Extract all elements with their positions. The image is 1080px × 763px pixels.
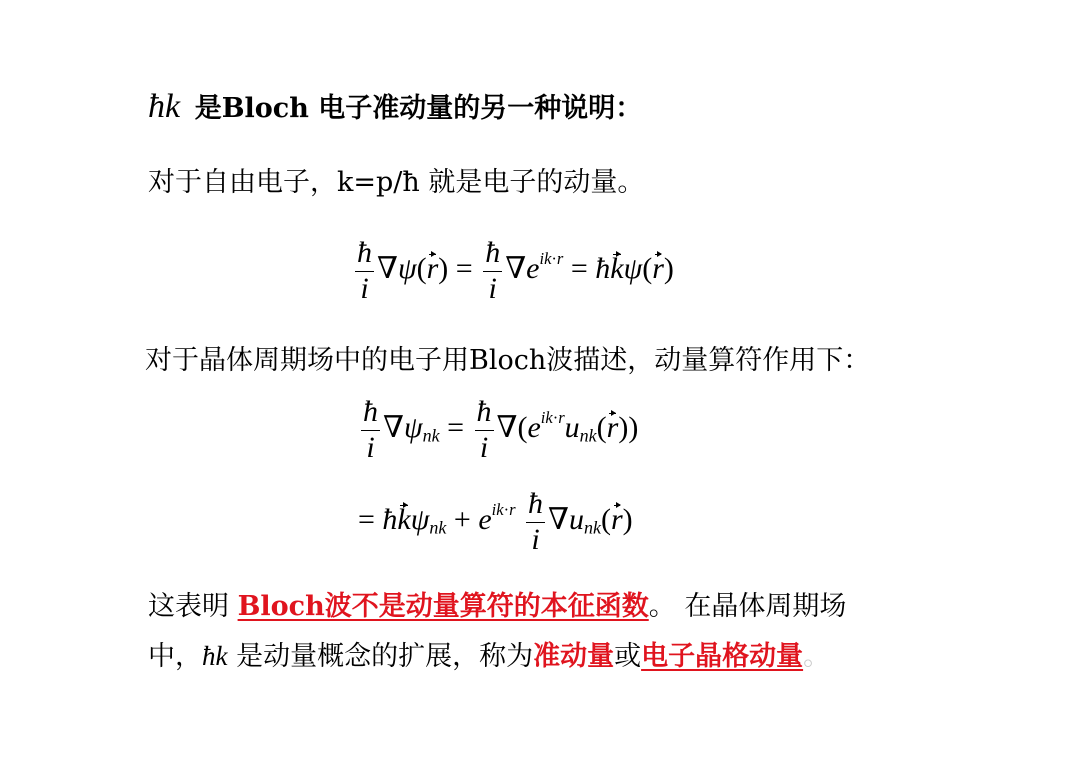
conclusion-line1: 这表明 Bloch波不是动量算符的本征函数。 在晶体周期场 bbox=[148, 591, 847, 622]
exponent: ik·r bbox=[539, 248, 564, 268]
bloch-not-eigenfunction: Bloch波不是动量算符的本征函数 bbox=[237, 591, 649, 622]
equation-free-electron: $\frac{ħ}{i}$ ∇ψ(r) = $\frac{ħ}{i}$ $\nabla e^{ik\cdot r}$ = ħkψ(r) bbox=[357, 236, 674, 305]
frac-hbar-over-i-2: $\frac{ħ}{i}$ bbox=[485, 236, 501, 305]
equation-bloch-line1: $\frac{ħ}{i}$ $\nabla\psi_{nk}$ = $\frac{ħ}{i}$ $\nabla(e^{ik\cdot r}u_{nk}(r))$ bbox=[363, 395, 639, 464]
frac-hbar-over-i: $\frac{ħ}{i}$ bbox=[357, 236, 372, 305]
quasi-momentum: 准动量 bbox=[533, 641, 615, 672]
crystal-momentum: 电子晶格动量 bbox=[641, 641, 804, 672]
heading-cn2: 电子准动量的另一种说明： bbox=[308, 93, 643, 124]
crystal-line: 对于晶体周期场中的电子用Bloch波描述，动量算符作用下： bbox=[145, 345, 871, 376]
heading-cn1: 是 bbox=[194, 93, 222, 124]
equation-bloch-line2: = ħkψ$_{nk}$ + $e^{ik\cdot r}$ $\frac{ħ}{i}$ $\nabla u_{nk}(r)$ bbox=[358, 487, 633, 556]
free-electron-line: 对于自由电子，k=p/ħ 就是电子的动量。 bbox=[148, 167, 645, 198]
heading-bloch: Bloch bbox=[221, 93, 309, 124]
conclusion-line2: 中，ħk 是动量概念的扩展，称为准动量或电子晶格动量。 bbox=[148, 641, 831, 672]
hk-symbol: ħk bbox=[148, 88, 181, 125]
slide-heading bbox=[148, 86, 642, 126]
